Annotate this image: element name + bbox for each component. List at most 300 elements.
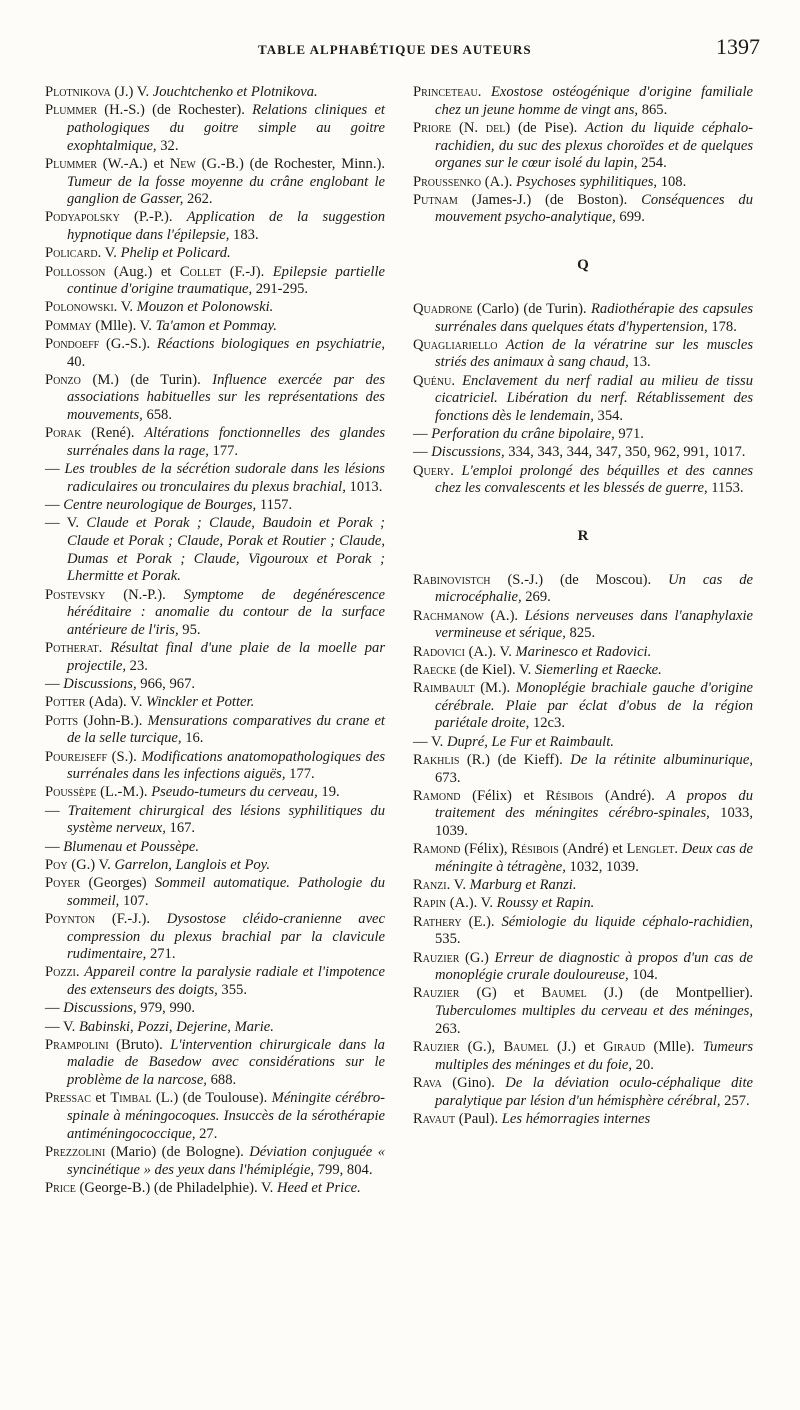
author-name: Timbal [110, 1090, 152, 1107]
entry-text: . [451, 372, 463, 389]
entry-title: Marburg et Ranzi. [469, 877, 577, 894]
entry-text: 865. [638, 101, 668, 118]
entry-title: Erreur de diagnostic à propos d'un cas de monoplégie crurale douloureuse, [435, 949, 753, 984]
entry-title: Heed et Price. [276, 1179, 361, 1196]
entry-text: (A.). V. [464, 643, 516, 660]
entry-title: A propos du traitement des méningites cérébro-spinales, [435, 787, 754, 822]
entry-text: (Félix), [460, 841, 512, 858]
entry-title: Influence exercée par des associations habituelles sur les représentations des mouvements, [67, 371, 385, 424]
author-name: Plotnikova [45, 84, 111, 100]
author-name: Collet [179, 263, 222, 280]
author-name: Pourejseff [45, 748, 108, 765]
author-name: Ranzi [413, 877, 447, 894]
index-entry [413, 192, 753, 227]
author-name: Giraud [603, 1039, 646, 1056]
index-entry [413, 950, 753, 985]
index-entry [413, 662, 753, 680]
author-name: Ponzo [45, 371, 81, 388]
entry-title: Phelip et Policard. [120, 245, 231, 262]
author-name: Rauzier [413, 949, 460, 966]
index-entry [413, 426, 753, 444]
index-entry [45, 299, 385, 317]
entry-text: (J.) V. [110, 84, 153, 100]
section-letter-q: Q [577, 257, 589, 274]
entry-text: 825. [565, 625, 596, 642]
index-entry [45, 1180, 385, 1198]
entry-text: (Paul). [455, 1110, 502, 1127]
entry-text: . [674, 841, 682, 858]
author-name: Porak [45, 425, 82, 442]
index-entry [45, 803, 385, 838]
entry-text: (G.), [459, 1039, 504, 1056]
index-entry [45, 372, 385, 425]
entry-title: Deux cas de méningite à tétragène, [435, 841, 754, 876]
entry-text: (Carlo) (de Turin). [472, 300, 591, 317]
entry-text: . V. [446, 877, 470, 894]
entry-text: 23. [126, 658, 148, 674]
entry-text: (G.-S.). [99, 335, 157, 352]
entry-text: (G) et [459, 985, 542, 1002]
entry-text: 688. [206, 1072, 237, 1089]
entry-text: (S.). [107, 748, 142, 765]
entry-text: (Ada). V. [85, 694, 147, 711]
index-entry [413, 444, 753, 462]
author-name: Pollosson [45, 263, 106, 280]
entry-text: 355. [217, 982, 247, 999]
entry-title: Mouzon et Polonowski. [136, 299, 274, 316]
entry-text: 799, 804. [314, 1161, 373, 1178]
index-entry [413, 301, 753, 336]
entry-text: 40. [67, 353, 86, 370]
index-entry [45, 587, 385, 640]
entry-text: 13. [628, 354, 651, 371]
index-entry [45, 676, 385, 694]
entry-text: . [98, 640, 111, 657]
entry-text: (Mlle). V. [91, 317, 156, 334]
index-entry [413, 463, 753, 498]
author-name: Résibois [511, 841, 559, 858]
page-header [40, 30, 760, 70]
entry-text: 658. [142, 407, 172, 424]
index-entry [45, 640, 385, 675]
entry-text: (L.) (de Toulouse). [151, 1090, 272, 1107]
entry-text: 263. [435, 1020, 461, 1037]
entry-text: (P.-P.). [119, 209, 187, 226]
index-entry [45, 1144, 385, 1179]
entry-title: Action de la vératrine sur les muscles striés des animaux à sang chaud, [435, 336, 753, 371]
entry-text: et [90, 1090, 111, 1107]
entry-text: 291-295. [252, 281, 309, 298]
entry-text: (Félix) et [460, 787, 546, 804]
index-entry [45, 318, 385, 336]
author-name: Poynton [45, 910, 96, 927]
index-entry [413, 84, 753, 119]
entry-text: 269. [521, 589, 551, 606]
author-name: Rapin [413, 895, 447, 912]
author-name: Poy [45, 856, 68, 873]
entry-text: 262. [183, 191, 213, 208]
index-entry [413, 895, 753, 913]
entry-text: 1013. [345, 478, 383, 495]
entry-text: (R.) (de Kieff). [459, 751, 571, 768]
entry-text: — V. [45, 515, 87, 532]
entry-text: 12c3. [529, 715, 565, 732]
index-entry [413, 572, 753, 607]
entry-text: — [45, 802, 68, 819]
entry-text: (J.) (de Montpellier). [586, 985, 753, 1002]
author-name: Poyer [45, 874, 81, 891]
entry-text: 1032, 1039. [565, 859, 639, 876]
author-name: Rakhlis [413, 751, 460, 768]
entry-title: Roussy et Rapin. [496, 895, 595, 912]
entry-text: (M.). [474, 679, 516, 696]
index-entry [45, 749, 385, 784]
author-name: Ravaut [413, 1110, 456, 1127]
index-entry [413, 877, 753, 895]
author-name: Policard [45, 245, 98, 262]
author-name: Lenglet [626, 841, 675, 858]
entry-title: L'emploi prolongé des béquilles et des cannes chez les convalescents et les blessés de guerre, [435, 462, 754, 497]
entry-title: Déviation conjuguée « syncinétique » des yeux dans l'hémiplégie, [67, 1143, 385, 1178]
entry-text: 177. [285, 766, 315, 783]
index-entry [45, 461, 385, 496]
entry-text: (W.-A.) et [97, 155, 170, 172]
entry-text: (H.-S.) (de Rochester). [97, 102, 253, 119]
author-name: Rava [413, 1074, 442, 1091]
entry-text: 95. [178, 622, 201, 639]
entry-text: (John-B.). [78, 712, 148, 729]
index-entry [413, 373, 753, 426]
author-name: Rauzier [413, 1039, 460, 1056]
entry-text: 167. [165, 820, 196, 837]
entry-title: Centre neurologique de Bourges, [63, 497, 257, 514]
entry-text: — [45, 1000, 64, 1017]
entry-title: De la rétinite albuminurique, [570, 751, 753, 768]
author-name: Baumel [541, 985, 587, 1002]
index-entry [45, 1019, 385, 1037]
index-entry [45, 857, 385, 875]
entry-text: (S.-J.) (de Moscou). [490, 571, 669, 588]
entry-title: Mensurations comparatives du crane et de la selle turcique, [67, 712, 385, 747]
entry-title: Tumeurs multiples des méninges et du foie, [435, 1039, 753, 1073]
author-name: Poussèpe [45, 784, 97, 801]
author-name: Pozzi [45, 964, 76, 981]
entry-text: (René). [81, 425, 145, 442]
author-name: Plummer [45, 155, 98, 172]
entry-text: . [450, 462, 462, 479]
entry-text: (Bruto). [108, 1036, 171, 1053]
entry-title: Epilepsie partielle continue d'origine traumatique, [67, 263, 385, 298]
entry-text: 16. [181, 730, 204, 747]
entry-title: Réactions biologiques en psychiatrie, [156, 335, 385, 352]
entry-text: 1157. [256, 497, 293, 514]
p-entries [413, 84, 753, 227]
author-name: Raecke [413, 661, 457, 678]
entry-title: Ta'amon et Pommay. [155, 317, 277, 334]
index-entry [413, 841, 753, 876]
entry-title: Babinski, Pozzi, Dejerine, Marie. [78, 1018, 274, 1035]
section-letter-r: R [577, 528, 589, 545]
entry-text: (M.) (de Turin). [80, 371, 213, 388]
author-name: Polonowski [45, 299, 114, 316]
entry-title: Relations cliniques et pathologiques du goitre simple au goitre exophtalmique, [67, 102, 385, 154]
author-name: Prampolini [45, 1036, 109, 1053]
index-entry [45, 713, 385, 748]
author-name: Quénu [413, 372, 452, 389]
author-name: New [169, 155, 196, 172]
author-name: Résibois [545, 787, 594, 804]
index-entry [413, 608, 753, 643]
index-entry [413, 644, 753, 662]
entry-text: 20. [631, 1056, 654, 1073]
entry-title: De la déviation oculo-céphalique dite paralytique par lésion d'un hémisphère cérébral, [435, 1074, 753, 1109]
index-entry [413, 1039, 753, 1074]
entry-title: Altérations fonctionnelles des glandes surrénales dans la rage, [67, 425, 385, 460]
entry-text: (André). [593, 787, 667, 804]
entry-text: — [45, 838, 64, 855]
author-name: Ramond [413, 841, 461, 858]
entry-text: (André) et [558, 841, 627, 858]
entry-text: (F.-J.). [95, 910, 167, 927]
entry-text: — [45, 461, 65, 478]
entry-text [497, 337, 505, 353]
entry-title: Pseudo-tumeurs du cerveau, [151, 784, 318, 801]
entry-text: (G.) V. [67, 856, 115, 873]
index-entry [413, 752, 753, 787]
entry-title: Blumenau et Poussèpe. [63, 838, 200, 855]
r-entries [413, 572, 753, 1129]
index-entry [413, 1075, 753, 1110]
entry-text: — [413, 444, 432, 461]
entry-text: 271. [146, 946, 176, 963]
index-entry [45, 875, 385, 910]
author-name: Princeteau [413, 84, 478, 100]
entry-title: Conséquences du mouvement psycho-analytique, [435, 191, 753, 226]
author-name: Priore [413, 119, 452, 136]
index-entry [45, 694, 385, 712]
entry-text: 19. [317, 784, 340, 801]
entry-title: Exostose ostéogénique d'origine familiale chez un jeune homme de vingt ans, [435, 84, 753, 118]
entry-title: Sommeil automatique. Pathologie du sommeil, [67, 874, 385, 909]
entry-text: (James-J.) (de Boston). [457, 191, 642, 208]
entry-text: 673. [435, 769, 461, 786]
entry-title: Les troubles de la sécrétion sudorale dans les lésions radiculaires ou tronculaires du plexus brachial, [64, 461, 385, 495]
index-entry [45, 209, 385, 244]
entry-text: (N.-P.). [105, 586, 184, 603]
entry-text: (G.-B.) (de Rochester, Minn.). [195, 155, 385, 172]
entry-text: 699. [615, 209, 645, 226]
entry-text: (Mlle). [645, 1039, 703, 1056]
author-name: Query [413, 462, 451, 479]
entry-text: (Aug.) et [105, 263, 180, 280]
entry-text: 183. [229, 227, 259, 244]
entry-title: Enclavement du nerf radial au milieu de tissu cicatriciel. Libération du nerf. Rétablissement des fonctions dès le lendemain, [435, 372, 754, 425]
author-name: Raimbault [413, 679, 475, 696]
index-entry [45, 1000, 385, 1018]
index-entry [413, 788, 753, 841]
entry-text: 27. [195, 1125, 218, 1142]
author-name: Putnam [413, 191, 458, 208]
author-name: Rathery [413, 913, 462, 930]
index-entry [45, 156, 385, 209]
index-entry [413, 174, 753, 192]
author-name: Postevsky [45, 586, 106, 603]
index-entry [45, 515, 385, 586]
left-column [45, 84, 385, 1198]
entry-title: Discussions, [63, 676, 137, 693]
index-entry [45, 425, 385, 460]
entry-text: . [75, 964, 85, 981]
entry-title: Garrelon, Langlois et Poy. [114, 856, 270, 873]
entry-title: Monoplégie brachiale gauche d'origine cérébrale. Plaie par éclat d'obus de la région pariétale droite, [435, 679, 753, 732]
author-name: Prezzolini [45, 1143, 106, 1160]
entry-title: Application de la suggestion hypnotique dans l'épilepsie, [67, 209, 385, 244]
entry-text: (Gino). [441, 1074, 506, 1091]
index-entry [45, 84, 385, 102]
entry-text: — [413, 426, 432, 443]
entry-title: Discussions, [63, 1000, 137, 1017]
author-name: Potts [45, 712, 79, 729]
running-title: TABLE ALPHABÉTIQUE DES AUTEURS [258, 42, 532, 57]
author-name: Quadrone [413, 300, 473, 317]
index-entry [45, 964, 385, 999]
entry-text: (Mario) (de Bologne). [105, 1143, 250, 1160]
entry-title: Un cas de microcéphalie, [435, 571, 753, 606]
index-entry [413, 985, 753, 1038]
entry-title: Résultat final d'une plaie de la moelle par projectile, [67, 640, 385, 674]
entry-title: Sémiologie du liquide céphalo-rachidien, [501, 913, 753, 930]
entry-text: 108. [657, 173, 687, 190]
index-entry [45, 1037, 385, 1090]
entry-title: Jouchtchenko et Plotnikova. [152, 84, 318, 100]
index-entry [413, 120, 753, 173]
page-number: 1397 [716, 34, 760, 59]
entry-text: 1033, 1039. [435, 805, 753, 840]
entry-title: Psychoses syphilitiques, [516, 173, 658, 190]
author-name: Pondoeff [45, 335, 100, 352]
index-entry [45, 1090, 385, 1143]
index-entry [413, 914, 753, 949]
right-column [413, 84, 753, 1129]
entry-text: (N. [451, 119, 486, 136]
entry-text: 334, 343, 344, 347, 350, 962, 991, 1017. [504, 444, 746, 461]
entry-title: Dysostose cléido-cranienne avec compression du plexus brachial par la clavicule rudimentaire, [67, 910, 385, 963]
entry-title: Discussions, [431, 444, 505, 461]
entry-title: Traitement chirurgical des lésions syphilitiques du système nerveux, [67, 802, 386, 837]
entry-text: ) (de Pise). [505, 119, 586, 136]
entry-title: Modifications anatomopathologiques des surrénales dans les infections aiguës, [67, 748, 385, 783]
author-name: Pressac [45, 1090, 91, 1107]
entry-text: . [477, 84, 491, 100]
entry-text: 257. [720, 1092, 750, 1109]
entry-title: Claude et Porak ; Claude, Baudoin et Porak ; Claude et Porak ; Claude, Porak et Routier ; Claude, Dumas et Porak ; Claude, Vigouroux et Porak ; Lhermitte et Porak. [67, 515, 385, 585]
q-entries [413, 301, 753, 498]
entry-text: (A.). V. [446, 895, 497, 912]
index-entry [45, 336, 385, 371]
entry-text: 979, 990. [136, 1000, 196, 1017]
entry-text: (de Kiel). V. [456, 661, 535, 678]
entry-title: Radiothérapie des capsules surrénales dans quelques états d'hypertension, [435, 300, 753, 335]
entry-text: — V. [45, 1018, 79, 1035]
entry-text: 32. [156, 137, 179, 154]
entry-title: Les hémorragies internes [501, 1110, 651, 1127]
entry-title: Tuberculomes multiples du cerveau et des méninges, [435, 1003, 753, 1020]
entry-text: 107. [119, 892, 149, 909]
author-name: del [485, 119, 506, 136]
entry-title: Winckler et Potter. [146, 694, 255, 711]
entry-title: Marinesco et Radovici. [515, 643, 652, 660]
author-name: Potherat [45, 640, 99, 657]
entry-text: 966, 967. [136, 676, 196, 693]
entry-text: 354. [593, 408, 624, 425]
author-name: Rachmanow [413, 607, 484, 624]
entry-text: 104. [628, 967, 658, 984]
author-name: Potter [45, 694, 86, 711]
index-entry [45, 102, 385, 155]
author-name: Rauzier [413, 985, 460, 1002]
entry-text: 535. [435, 931, 461, 948]
entry-title: Dupré, Le Fur et Raimbault. [446, 733, 614, 750]
index-entry [413, 680, 753, 733]
index-entry [45, 911, 385, 964]
entry-text: (A.). [481, 173, 516, 190]
author-name: Radovici [413, 643, 465, 660]
entry-title: Appareil contre la paralysie radiale et l'impotence des extenseurs des doigts, [67, 964, 386, 999]
entry-text: . V. [97, 245, 121, 262]
entry-text: — V. [413, 733, 447, 750]
author-name: Pommay [45, 317, 92, 334]
entry-text: (F.-J). [221, 263, 273, 280]
entry-title: Action du liquide céphalo-rachidien, du suc des plexus choroïdes et de quelques organes sur le cœur isolé du lapin, [435, 119, 753, 172]
entry-text: — [45, 676, 64, 693]
entry-text: (A.). [483, 607, 525, 624]
entry-text: 1153. [707, 480, 744, 497]
entry-title: Tumeur de la fosse moyenne du crâne englobant le ganglion de Gasser, [67, 173, 385, 208]
entry-text: (E.). [461, 913, 502, 930]
index-entry [45, 839, 385, 857]
author-name: Plummer [45, 102, 98, 119]
author-name: Podyapolsky [45, 209, 120, 226]
entry-title: Perforation du crâne bipolaire, [431, 426, 615, 443]
entry-title: Siemerling et Raecke. [534, 661, 662, 678]
index-entry [413, 734, 753, 752]
entry-text: (George-B.) (de Philadelphie). V. [75, 1179, 277, 1196]
index-entry [413, 337, 753, 372]
author-name: Proussenko [413, 173, 482, 190]
entry-text: 971. [614, 426, 644, 443]
entry-text: (L.-M.). [96, 784, 152, 801]
entry-title: L'intervention chirurgicale dans la maladie de Basedow avec considérations sur le problème de la narcose, [67, 1036, 385, 1089]
author-name: Ramond [413, 787, 461, 804]
entry-text: (G.) [459, 949, 495, 966]
author-name: Baumel [503, 1039, 549, 1056]
author-name: Rabinovistch [413, 571, 491, 588]
index-entry [45, 245, 385, 263]
entry-title: Méningite cérébro-spinale à méningocoques. Insuccès de la sérothérapie antiméningococcique, [67, 1090, 385, 1142]
entry-text: 254. [637, 155, 667, 172]
entry-title: Symptome de degénérescence héréditaire : anomalie du contour de la surface antérieure de l'iris, [67, 586, 386, 639]
index-entry [45, 264, 385, 299]
author-name: Price [45, 1179, 76, 1196]
entry-text: (J.) et [548, 1039, 604, 1056]
index-entry [413, 1111, 753, 1129]
entry-text: 178. [707, 318, 737, 335]
entry-title: Lésions nerveuses dans l'anaphylaxie vermineuse et sérique, [435, 607, 754, 642]
index-entry [45, 497, 385, 515]
entry-text: 177. [208, 443, 239, 460]
entry-text: — [45, 497, 64, 514]
index-entry [45, 784, 385, 802]
